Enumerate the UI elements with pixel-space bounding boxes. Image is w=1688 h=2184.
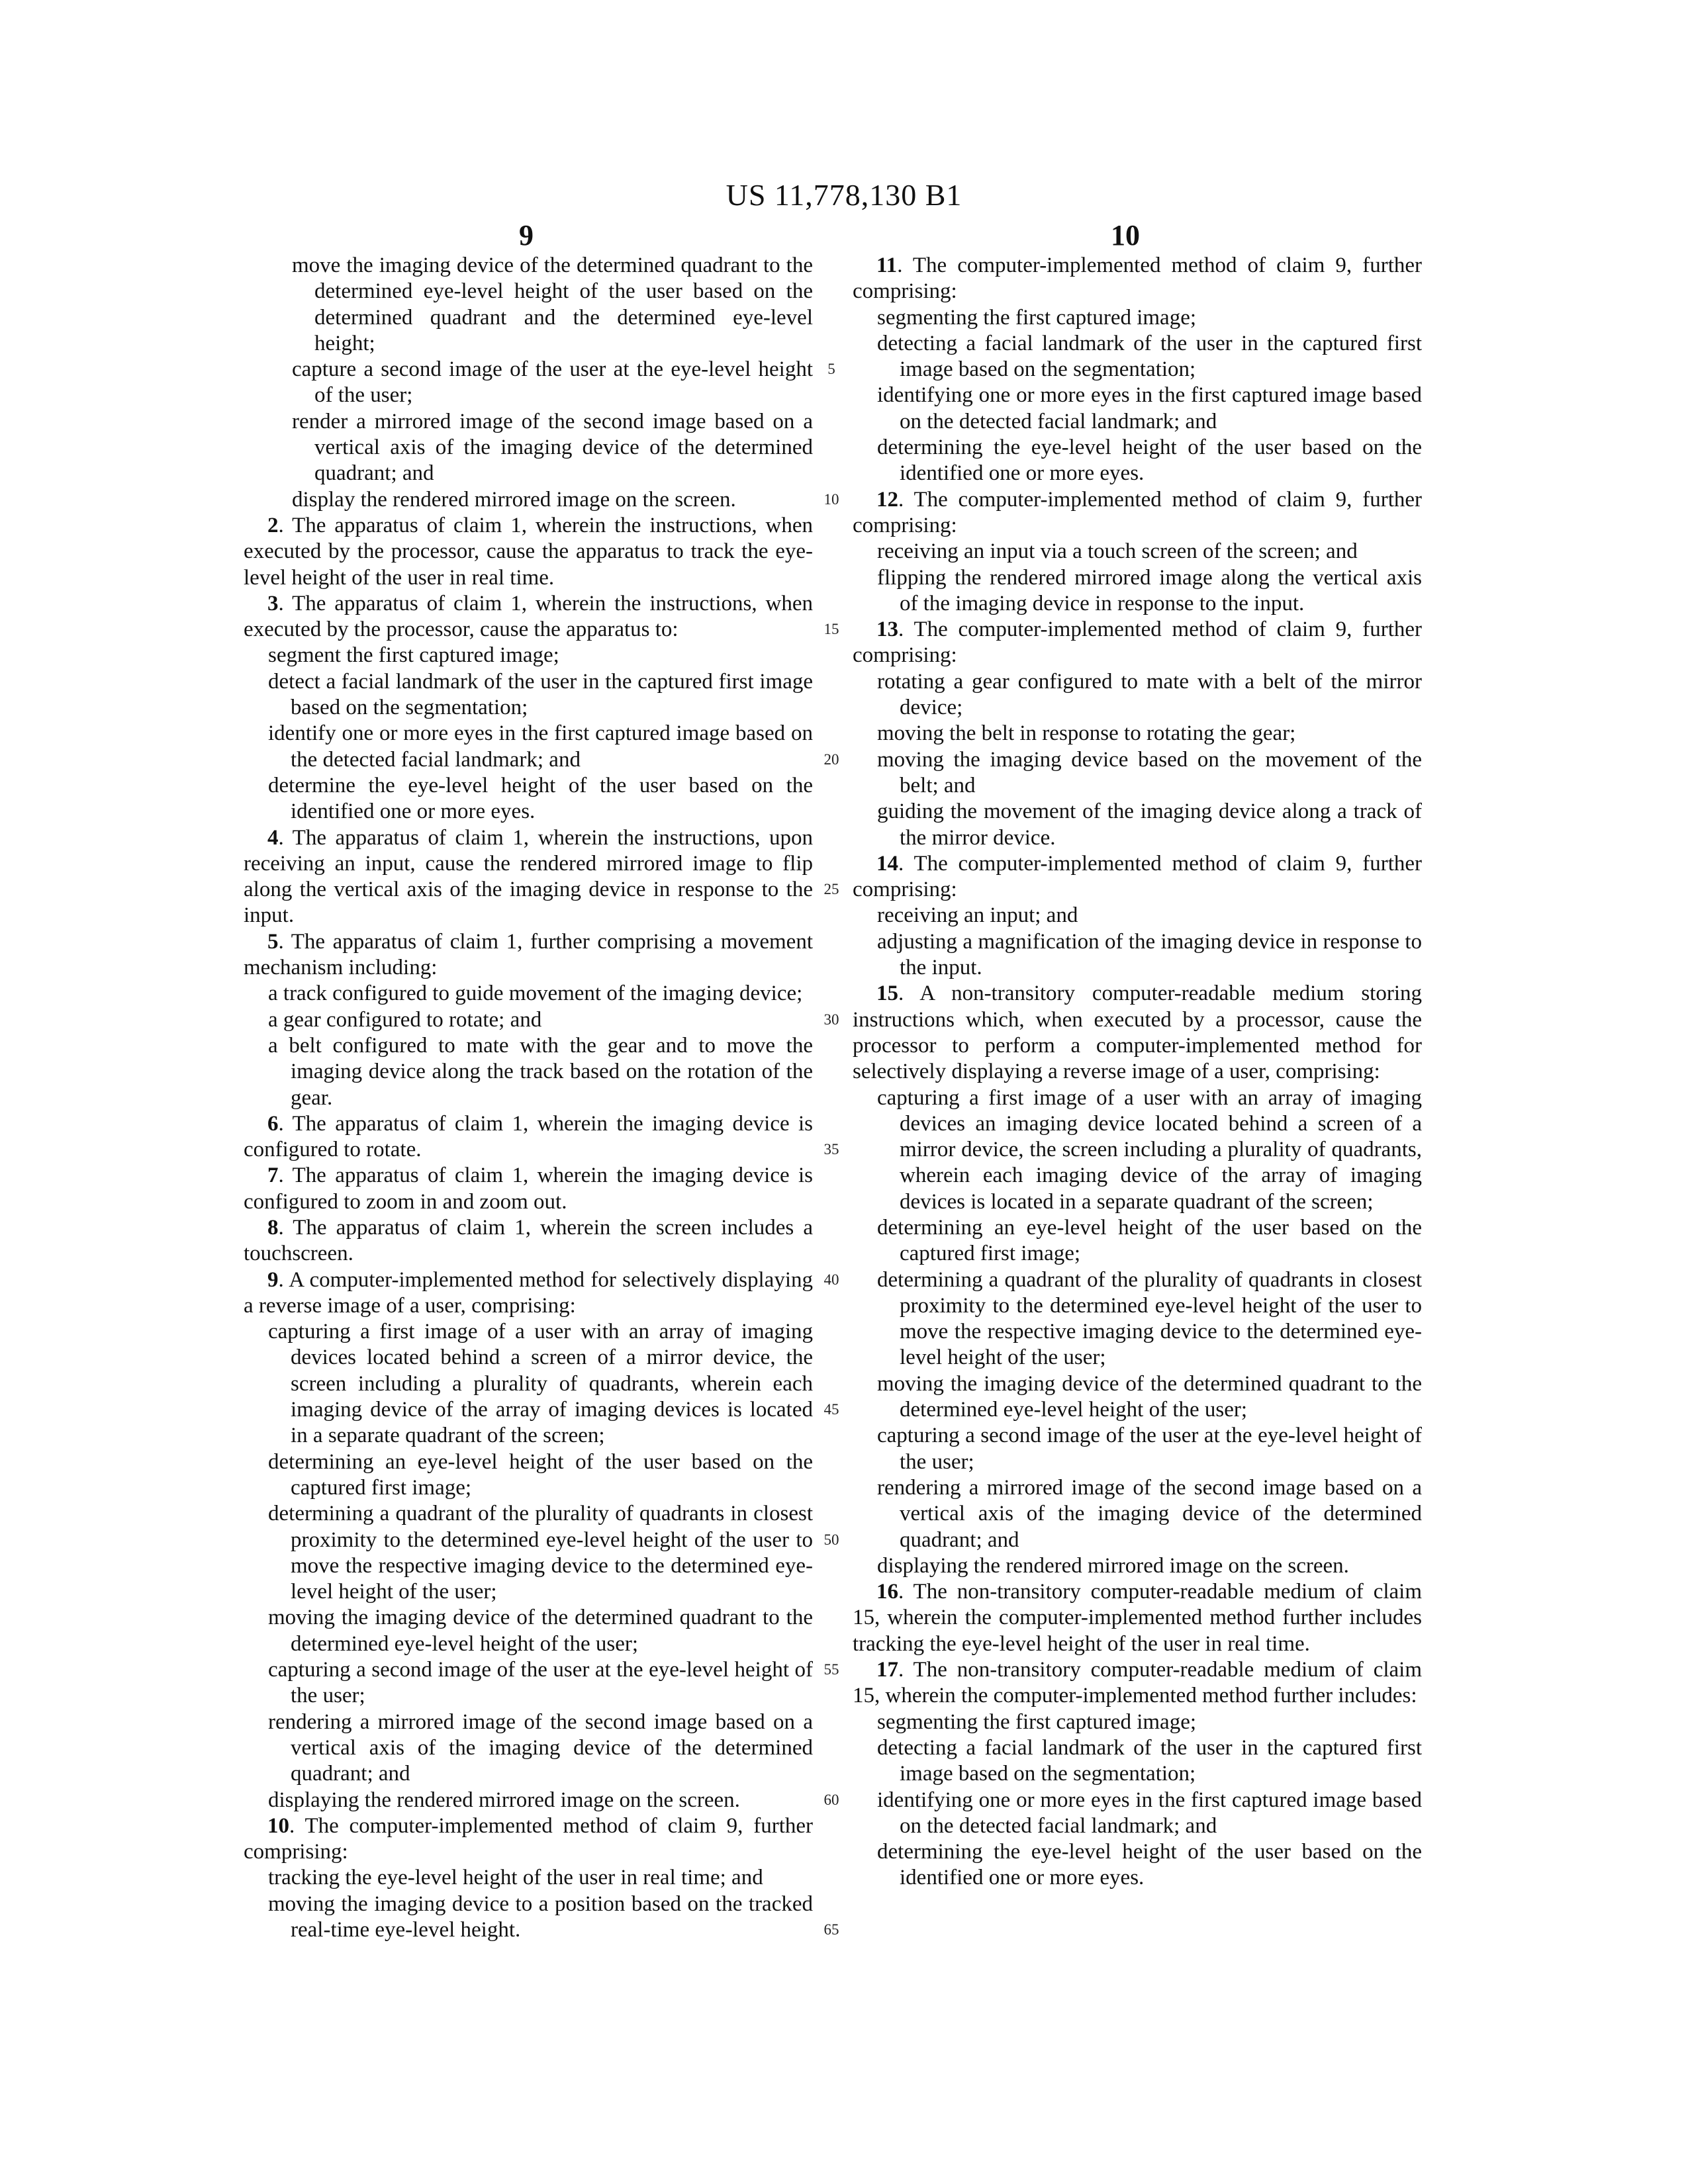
claim-number: 10 [267,1813,289,1838]
claim-paragraph [853,981,1422,1085]
claim-step: determining an eye-level height of the user based on the captured first image; [877,1215,1422,1266]
claim-paragraph [244,1163,813,1215]
line-number: 35 [823,1141,839,1158]
line-number: 5 [827,361,835,378]
claim-number: 12 [876,487,898,512]
claim-number: 3 [267,591,279,615]
claim-step: receiving an input; and [877,903,1078,928]
claim-paragraph [244,1215,813,1267]
claim-step: displaying the rendered mirrored image on the screen. [877,1553,1349,1578]
claim-text: . The non-transitory computer-readable medium of claim 15, wherein the computer-implemented method further includes tracking the eye-level height of the user in real time. [853,1580,1422,1656]
line-number: 45 [823,1401,839,1418]
claim-paragraph [244,825,813,929]
line-number: 50 [823,1531,839,1548]
claim-step: moving the imaging device based on the movement of the belt; and [877,747,1422,797]
claim-step: determine the eye-level height of the user based on the identified one or more eyes. [268,773,813,824]
claim-number: 7 [267,1163,279,1188]
claim-paragraph [853,487,1422,539]
claim-step: identifying one or more eyes in the first captured image based on the detected facial landmark; and [877,1788,1422,1838]
claim-step: guiding the movement of the imaging device along a track of the mirror device. [877,799,1422,850]
claim-step: flipping the rendered mirrored image along the vertical axis of the imaging device in response to the input. [877,565,1422,615]
page-number-left: 9 [519,219,534,251]
claim-number: 6 [267,1111,279,1136]
claim-step: detecting a facial landmark of the user in the captured first image based on the segmentation; [877,1735,1422,1786]
line-number: 55 [823,1661,839,1678]
claim-number: 11 [876,253,898,277]
claim-paragraph [244,929,813,981]
claim-paragraph [244,591,813,643]
claim-step: capturing a first image of a user with an array of imaging devices located behind a screen of a mirror device, the screen including a plurality of quadrants, wherein each imaging device of the array of imaging devices is located in a separate quadrant of the screen; [268,1320,813,1448]
claim-number: 16 [876,1580,898,1604]
claim-paragraph [853,617,1422,669]
page-number-right: 10 [1111,219,1140,251]
claim-text: . The apparatus of claim 1, wherein the instructions, when executed by the processor, cause the apparatus to track the eye-level height of the user in real time. [244,513,813,590]
claim-paragraph [853,851,1422,903]
claim-text: . The apparatus of claim 1, wherein the imaging device is configured to zoom in and zoom out. [244,1163,813,1214]
claim-text: . A non-transitory computer-readable medium storing instructions which, when executed by a processor, cause the processor to perform a computer-implemented method for selectively displaying a reverse image of a user, comprising: [853,981,1422,1084]
claim-step: moving the imaging device of the determined quadrant to the determined eye-level height of the user; [268,1606,813,1656]
right-column [853,253,1422,1891]
claim-text: . The computer-implemented method of claim 9, further comprising: [244,1813,813,1864]
claim-number: 9 [267,1267,279,1292]
claim-step: segmenting the first captured image; [877,1709,1197,1734]
claim-step: a track configured to guide movement of the imaging device; [268,981,803,1006]
claim-step: moving the belt in response to rotating the gear; [877,721,1296,746]
claim-step: capturing a second image of the user at the eye-level height of the user; [877,1424,1422,1474]
claim-text: . The apparatus of claim 1, wherein the instructions, upon receiving an input, cause the rendered mirrored image to flip along the vertical axis of the imaging device in response to the input. [244,825,813,928]
line-number: 20 [823,751,839,768]
claim-step: determining a quadrant of the plurality of quadrants in closest proximity to the determined eye-level height of the user to move the respective imaging device to the determined eye-level height of the user; [877,1267,1422,1370]
claim-paragraph [244,513,813,591]
claim-step: determining the eye-level height of the user based on the identified one or more eyes. [877,1840,1422,1890]
claim-number: 4 [267,825,279,850]
claim-step: receiving an input via a touch screen of the screen; and [877,539,1358,564]
claim-step: segment the first captured image; [268,643,559,668]
claim-step: determining a quadrant of the plurality of quadrants in closest proximity to the determined eye-level height of the user to move the respective imaging device to the determined eye-level height of the user; [268,1502,813,1604]
claim-step: identify one or more eyes in the first captured image based on the detected facial landmark; and [268,721,813,772]
claim-step: render a mirrored image of the second image based on a vertical axis of the imaging device of the determined quadrant; and [292,409,813,486]
line-number: 65 [823,1921,839,1938]
claim-step: rendering a mirrored image of the second image based on a vertical axis of the imaging device of the determined quadrant; and [877,1475,1422,1552]
line-number: 60 [823,1791,839,1808]
patent-number: US 11,778,130 B1 [726,178,962,212]
claim-step: capturing a first image of a user with an array of imaging devices an imaging device located behind a screen of a mirror device, the screen including a plurality of quadrants, wherein each imaging device of the array of imaging devices is located in a separate quadrant of the screen; [877,1085,1422,1214]
claim-number: 13 [876,617,898,642]
claim-text: . The computer-implemented method of claim 9, further comprising: [853,851,1422,902]
claim-text: . The computer-implemented method of claim 9, further comprising: [853,617,1422,668]
claim-text: . The apparatus of claim 1, wherein the screen includes a touchscreen. [244,1215,813,1266]
claim-number: 17 [876,1658,898,1682]
claim-step: capturing a second image of the user at the eye-level height of the user; [268,1658,813,1708]
claim-text: . The apparatus of claim 1, further comprising a movement mechanism including: [244,929,813,980]
claim-paragraph [853,253,1422,305]
claim-text: . The computer-implemented method of claim 9, further comprising: [853,487,1422,537]
claim-text: . The computer-implemented method of claim 9, further comprising: [853,253,1422,304]
claim-number: 2 [267,513,279,537]
claim-number: 5 [267,929,279,954]
claim-number: 14 [876,851,898,876]
claim-step: determining an eye-level height of the user based on the captured first image; [268,1449,813,1500]
claim-paragraph [244,1267,813,1320]
claim-step: displaying the rendered mirrored image on the screen. [268,1788,740,1812]
claim-text: . The non-transitory computer-readable medium of claim 15, wherein the computer-implemented method further includes: [853,1658,1422,1708]
left-column [244,253,813,1943]
line-number: 10 [823,490,839,508]
line-number: 25 [823,881,839,898]
claim-step: move the imaging device of the determined quadrant to the determined eye-level height of the user based on the determined quadrant and the determined eye-level height; [292,253,813,355]
claim-step: moving the imaging device to a position based on the tracked real-time eye-level height. [268,1891,813,1942]
claim-step: detect a facial landmark of the user in the captured first image based on the segmentation; [268,669,813,720]
claim-paragraph [853,1657,1422,1709]
claim-text: . The apparatus of claim 1, wherein the instructions, when executed by the processor, cause the apparatus to: [244,591,813,642]
claim-text: . The apparatus of claim 1, wherein the imaging device is configured to rotate. [244,1111,813,1162]
line-number: 30 [823,1011,839,1028]
claim-number: 8 [267,1215,279,1240]
line-number: 40 [823,1271,839,1288]
claim-step: detecting a facial landmark of the user in the captured first image based on the segmentation; [877,331,1422,382]
claim-step: capture a second image of the user at the eye-level height of the user; [292,357,813,408]
claim-step: determining the eye-level height of the user based on the identified one or more eyes. [877,435,1422,486]
claim-step: a gear configured to rotate; and [268,1007,542,1032]
claim-step: adjusting a magnification of the imaging device in response to the input. [877,929,1422,980]
claim-text: . A computer-implemented method for selectively displaying a reverse image of a user, comprising: [244,1267,813,1318]
claim-step: display the rendered mirrored image on the screen. [292,487,736,512]
claim-step: moving the imaging device of the determined quadrant to the determined eye-level height of the user; [877,1371,1422,1422]
claim-step: rotating a gear configured to mate with a belt of the mirror device; [877,669,1422,720]
line-number: 15 [823,621,839,638]
claim-step: tracking the eye-level height of the user in real time; and [268,1866,763,1890]
claim-step: a belt configured to mate with the gear and to move the imaging device along the track based on the rotation of the gear. [268,1033,813,1110]
claim-step: rendering a mirrored image of the second image based on a vertical axis of the imaging device of the determined quadrant; and [268,1709,813,1786]
claim-step: segmenting the first captured image; [877,305,1197,330]
claim-paragraph [853,1579,1422,1657]
claim-step: identifying one or more eyes in the first captured image based on the detected facial landmark; and [877,383,1422,433]
claim-paragraph [244,1813,813,1866]
claim-paragraph [244,1111,813,1163]
claim-number: 15 [876,981,898,1006]
